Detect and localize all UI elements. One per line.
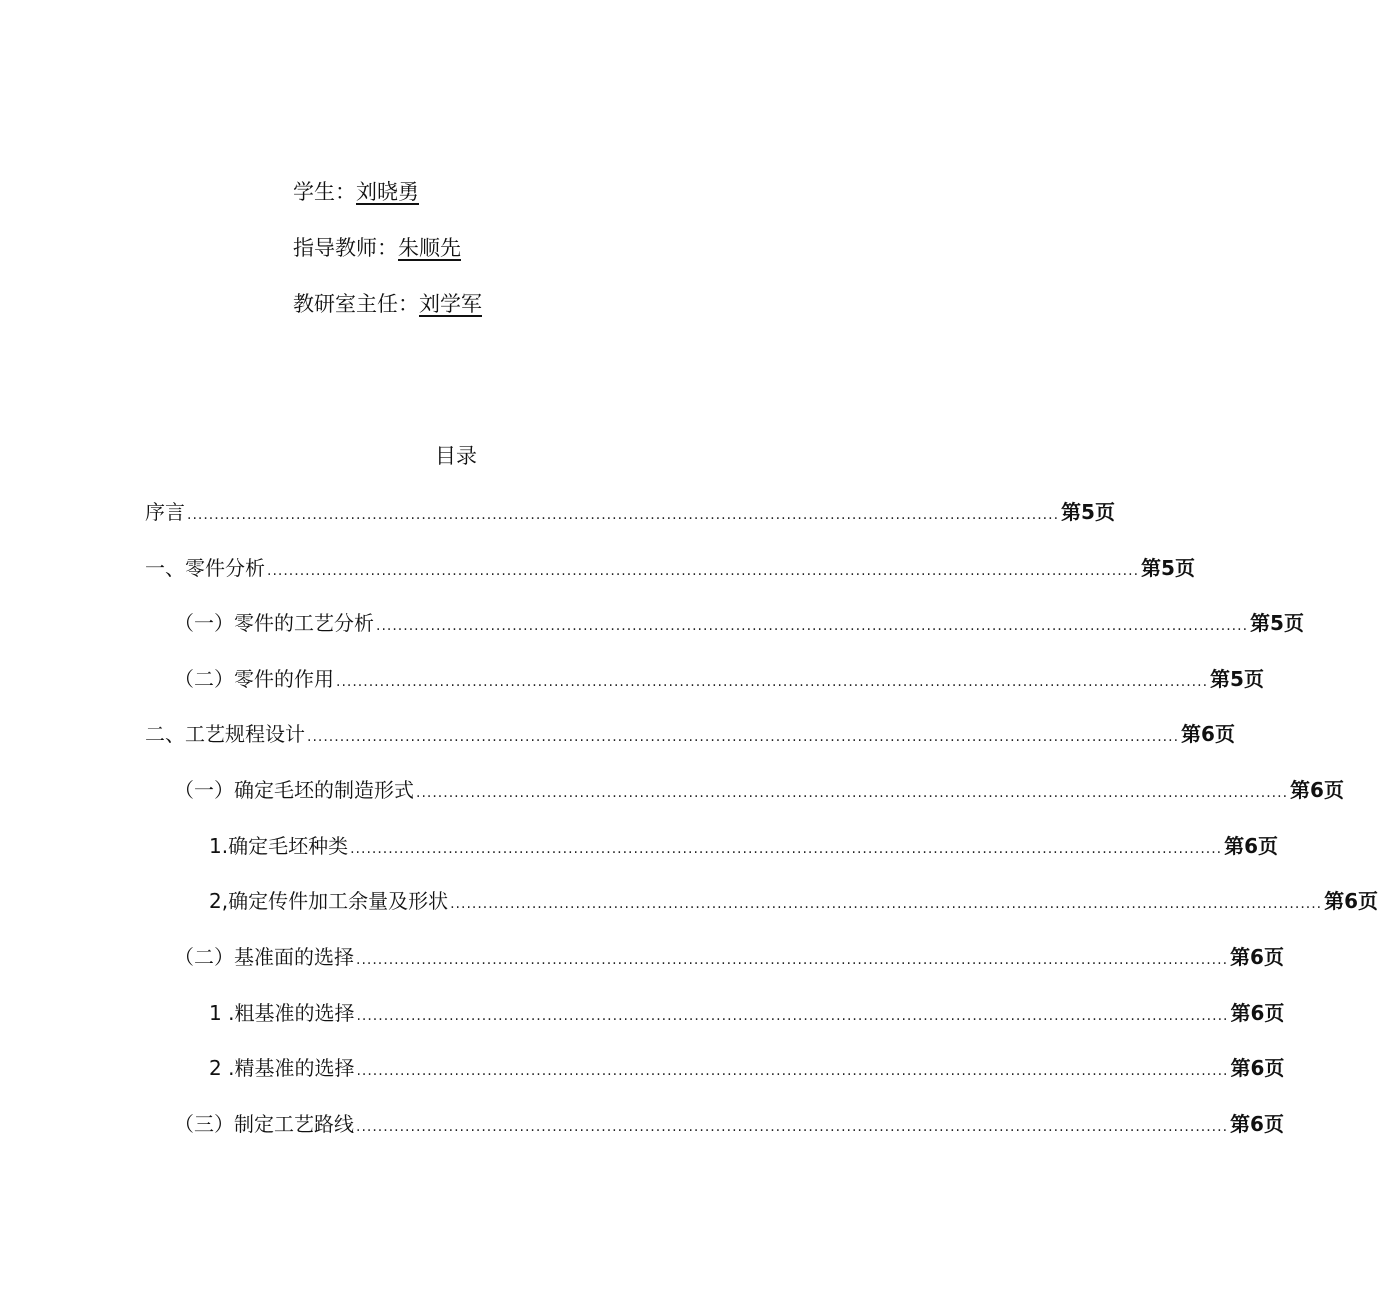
toc-entry (145, 554, 1195, 582)
toc-entry-page: 第6页 (1181, 722, 1235, 746)
toc-entry-page: 第6页 (1230, 1001, 1285, 1025)
toc-leader-dots: ................................................................................................................................................................ (267, 563, 1140, 579)
director-name: 刘学军 (419, 292, 482, 316)
toc-entry (174, 665, 1264, 693)
toc-entry-page: 第6页 (1224, 834, 1279, 858)
toc-leader-dots: ................................................................................................................................................................ (356, 1063, 1229, 1079)
toc-entry (145, 498, 1115, 526)
student-label: 学生： (293, 180, 356, 204)
toc-entry-label: （二）基准面的选择 (174, 945, 354, 969)
toc-entry (174, 943, 1284, 971)
toc-entry-label: 序言 (145, 500, 185, 524)
toc-entry-label: 1 .粗基准的选择 (209, 1001, 355, 1025)
toc-title: 目录 (435, 444, 477, 468)
toc-entry-label: 2,确定传件加工余量及形状 (209, 889, 449, 913)
toc-entry-label: （三）制定工艺路线 (174, 1112, 354, 1136)
toc-leader-dots: ................................................................................................................................................................ (450, 896, 1323, 912)
toc-entry-label: 二、工艺规程设计 (145, 722, 305, 746)
toc-entry (174, 609, 1304, 637)
director-line (293, 290, 482, 318)
toc-entry-page: 第5页 (1210, 667, 1264, 691)
toc-leader-dots: ................................................................................................................................................................ (356, 952, 1229, 968)
toc-entry-page: 第6页 (1290, 778, 1344, 802)
student-line (293, 178, 419, 206)
toc-entry-page: 第6页 (1230, 945, 1284, 969)
toc-entry (209, 999, 1285, 1027)
toc-leader-dots: ................................................................................................................................................................ (356, 1119, 1229, 1135)
toc-entry (209, 832, 1279, 860)
toc-entry-label: （一）零件的工艺分析 (174, 611, 374, 635)
toc-entry-page: 第6页 (1324, 889, 1378, 913)
toc-entry-label: 2 .精基准的选择 (209, 1056, 355, 1080)
toc-leader-dots: ................................................................................................................................................................ (376, 618, 1249, 634)
toc-entry (145, 720, 1235, 748)
advisor-name: 朱顺先 (398, 236, 461, 260)
toc-entry (174, 1110, 1284, 1138)
toc-leader-dots: ................................................................................................................................................................ (187, 507, 1060, 523)
toc-leader-dots: ................................................................................................................................................................ (416, 785, 1289, 801)
advisor-line (293, 234, 461, 262)
toc-entry (209, 1054, 1285, 1082)
toc-entry (209, 887, 1378, 915)
toc-leader-dots: ................................................................................................................................................................ (336, 674, 1209, 690)
toc-entry (174, 776, 1344, 804)
toc-entry-page: 第5页 (1250, 611, 1304, 635)
toc-leader-dots: ................................................................................................................................................................ (350, 841, 1223, 857)
toc-entry-label: 一、零件分析 (145, 556, 265, 580)
toc-entry-page: 第5页 (1141, 556, 1195, 580)
toc-entry-page: 第5页 (1061, 500, 1115, 524)
advisor-label: 指导教师： (293, 236, 398, 260)
toc-entry-label: （二）零件的作用 (174, 667, 334, 691)
toc-entry-label: 1.确定毛坯种类 (209, 834, 349, 858)
director-label: 教研室主任： (293, 292, 419, 316)
toc-entry-page: 第6页 (1230, 1112, 1284, 1136)
toc-leader-dots: ................................................................................................................................................................ (307, 729, 1180, 745)
toc-entry-label: （一）确定毛坯的制造形式 (174, 778, 414, 802)
student-name: 刘晓勇 (356, 180, 419, 204)
toc-entry-page: 第6页 (1230, 1056, 1285, 1080)
toc-leader-dots: ................................................................................................................................................................ (356, 1008, 1229, 1024)
